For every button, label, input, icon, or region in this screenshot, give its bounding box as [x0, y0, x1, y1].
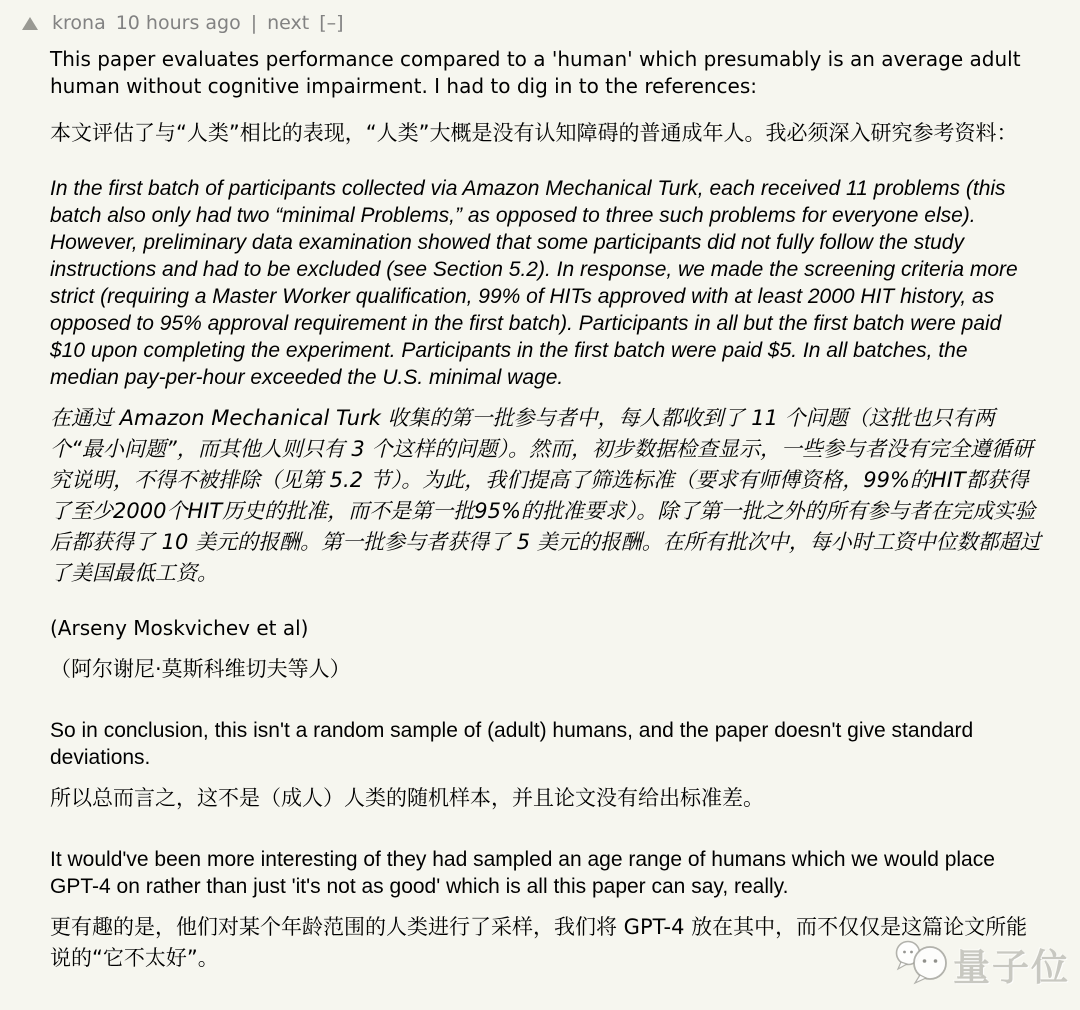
paragraph-zh-attribution: （阿尔谢尼·莫斯科维切夫等人）: [50, 657, 351, 681]
paragraph-en-attribution: (Arseny Moskvichev et al): [50, 616, 309, 640]
comment-body: [50, 46, 1042, 974]
paragraph-en-quote: In the first batch of participants collected via Amazon Mechanical Turk, each received 11 problems (this batch also only had two “minimal Problems,” as opposed to three such problems for everyone else). However, preliminary data examination showed that some participants did not fully follow the study instructions and had to be excluded (see Section 5.2). In response, we made the screening criteria more strict (requiring a Master Worker qualification, 99% of HITs approved with at least 2000 HIT history, as opposed to 95% approval requirement in the first batch). Participants in all but the first batch were paid $10 upon completing the experiment. Participants in the first batch were paid $5. In all batches, the median pay-per-hour exceeded the U.S. minimal wage.: [50, 177, 1018, 389]
header-separator: |: [250, 12, 258, 34]
paragraph-zh-intro: 本文评估了与“人类”相比的表现，“人类”大概是没有认知障碍的普通成年人。我必须深入研究参考资料：: [50, 121, 1018, 145]
watermark-brand-text: 量子位: [953, 946, 1070, 989]
paragraph-en-intro: This paper evaluates performance compared to a 'human' which presumably is an average adult human without cognitive impairment. I had to dig in to the references:: [50, 47, 1021, 98]
comment-author-link[interactable]: krona: [52, 12, 106, 34]
upvote-arrow-icon[interactable]: [22, 17, 38, 30]
next-comment-link[interactable]: next: [267, 12, 310, 34]
paragraph-zh-conclusion: 所以总而言之，这不是（成人）人类的随机样本，并且论文没有给出标准差。: [50, 786, 764, 810]
paragraph-en-closing: It would've been more interesting of they had sampled an age range of humans which we would place GPT-4 on rather than just 'it's not as good' which is all this paper can say, really.: [50, 848, 995, 898]
paragraph-en-conclusion: So in conclusion, this isn't a random sample of (adult) humans, and the paper doesn't give standard deviations.: [50, 719, 974, 769]
paragraph-zh-closing: 更有趣的是，他们对某个年龄范围的人类进行了采样，我们将 GPT-4 放在其中，而不仅仅是这篇论文所能说的“它不太好”。: [50, 915, 1028, 970]
comment-header: [22, 12, 1042, 34]
comment-age-link[interactable]: 10 hours ago: [115, 12, 241, 34]
paragraph-zh-quote: 在通过 Amazon Mechanical Turk 收集的第一批参与者中，每人都收到了 11 个问题（这批也只有两个“最小问题”，而其他人则只有 3 个这样的问题）。然而，初步数据检查显示，一些参与者没有完全遵循研究说明，不得不被排除（见第 5.2 节）。为此，我们提高了筛选标准（要求有师傅资格，99%的HIT都获得了至少2000个HIT历史的批准，而不是第一批95%的批准要求）。除了第一批之外的所有参与者在完成实验后都获得了 10 美元的报酬。第一批参与者获得了 5 美元的报酬。在所有批次中，每小时工资中位数都超过了美国最低工资。: [50, 406, 1041, 585]
collapse-toggle[interactable]: [–]: [319, 12, 344, 34]
